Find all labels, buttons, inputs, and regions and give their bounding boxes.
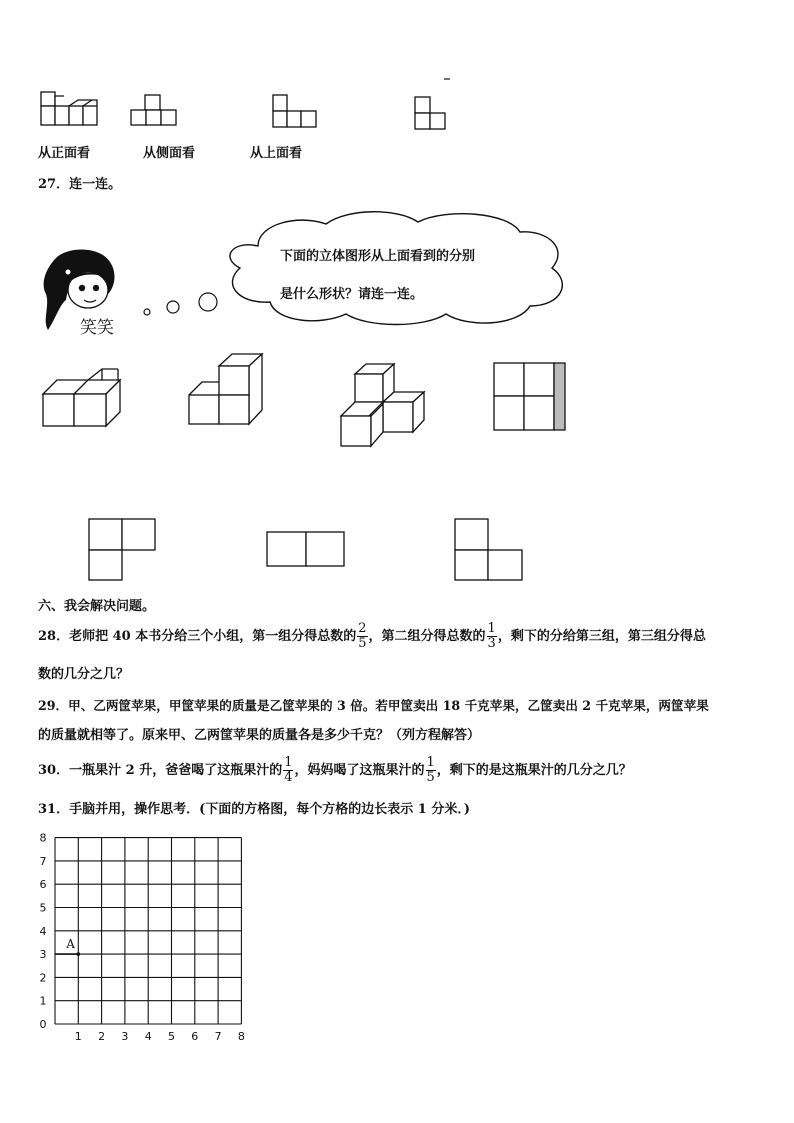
q30-text-1: 30．一瓶果汁 2 升，爸爸喝了这瓶果汁的	[38, 763, 283, 778]
speech-cloud	[218, 206, 574, 330]
q30-frac2-denominator: 5	[426, 770, 435, 785]
shape-option-1	[88, 518, 158, 582]
q28-line-1	[38, 622, 706, 651]
q30-fraction-2	[426, 756, 436, 785]
section-6-title: 六、我会解决问题。	[38, 599, 156, 614]
q30-line	[38, 756, 632, 785]
grid-x-label: 6	[191, 1030, 199, 1043]
grid-x-label: 1	[74, 1030, 82, 1043]
q28-text-2: ，第二组分得总数的	[368, 629, 486, 644]
solid-figure-4	[493, 362, 569, 432]
grid-y-label: 6	[39, 878, 47, 892]
side-view-label: 从侧面看	[143, 146, 196, 161]
grid-x-label: 7	[214, 1030, 222, 1043]
shape-option-2	[266, 531, 346, 569]
q28-fraction-1	[357, 622, 367, 651]
q30-frac1-numerator: 1	[284, 755, 293, 770]
q29-line-1: 29．甲、乙两筐苹果，甲筐苹果的质量是乙筐苹果的 3 倍。若甲筐卖出 18 千克苹果，乙筐卖出 2 千克苹果，两筐苹果	[38, 698, 709, 713]
grid-y-label: 2	[39, 971, 47, 985]
q28-frac2-numerator: 1	[487, 621, 496, 636]
girl-name: 笑笑	[80, 318, 114, 338]
q27-title: 27．连一连。	[38, 177, 122, 192]
q28-frac2-denominator: 3	[487, 636, 496, 651]
q28-line-2: 数的几分之几？	[38, 667, 130, 682]
bubble-line-1: 下面的立体图形从上面看到的分别	[280, 249, 476, 264]
top-view-drawing	[272, 94, 322, 130]
point-a-dot	[77, 952, 81, 956]
grid-y-label: 4	[39, 924, 47, 938]
front-view-label: 从正面看	[38, 146, 91, 161]
q28-frac1-denominator: 5	[358, 636, 367, 651]
grid-x-label: 4	[144, 1030, 152, 1043]
q30-fraction-1	[283, 756, 293, 785]
coordinate-grid	[30, 828, 260, 1050]
grid-y-label: 7	[39, 854, 47, 868]
top-view-label: 从上面看	[250, 146, 303, 161]
q29-line-2: 的质量就相等了。原来甲、乙两筐苹果的质量各是多少千克？（列方程解答）	[38, 728, 481, 743]
extra-view-drawing	[414, 96, 448, 132]
q30-text-3: ，剩下的是这瓶果汁的几分之几？	[436, 763, 632, 778]
q30-frac2-numerator: 1	[426, 755, 435, 770]
solid-figure-3	[340, 362, 428, 448]
thought-dots	[140, 290, 220, 320]
grid-y-label: 3	[39, 948, 47, 962]
grid-x-label: 3	[121, 1030, 129, 1043]
grid-y-label: 1	[39, 994, 47, 1008]
side-view-drawing	[130, 94, 180, 128]
q31-title: 31．手脑并用，操作思考．(下面的方格图，每个方格的边长表示 1 分米．)	[38, 802, 470, 817]
q28-fraction-2	[487, 622, 497, 651]
q28-frac1-numerator: 2	[358, 621, 367, 636]
solid-figure-2	[188, 352, 264, 426]
grid-x-label: 5	[168, 1030, 175, 1043]
q28-text-3: ，剩下的分给第三组，第三组分得总	[497, 629, 706, 644]
grid-y-label: 5	[39, 901, 47, 915]
q30-frac1-denominator: 4	[284, 770, 293, 785]
front-view-drawing	[40, 88, 100, 130]
grid-y-label: 0	[39, 1018, 47, 1031]
q30-text-2: ，妈妈喝了这瓶果汁的	[294, 763, 425, 778]
grid-x-label: 2	[98, 1030, 106, 1043]
shape-option-3	[454, 518, 526, 582]
grid-y-label: 8	[39, 831, 47, 845]
bubble-line-2: 是什么形状？请连一连。	[280, 287, 424, 302]
grid-x-label: 8	[237, 1030, 245, 1043]
point-a-label: A	[66, 937, 75, 952]
q28-text-1: 28．老师把 40 本书分给三个小组，第一组分得总数的	[38, 629, 357, 644]
solid-figure-1	[42, 368, 124, 428]
scan-mark	[444, 78, 452, 81]
